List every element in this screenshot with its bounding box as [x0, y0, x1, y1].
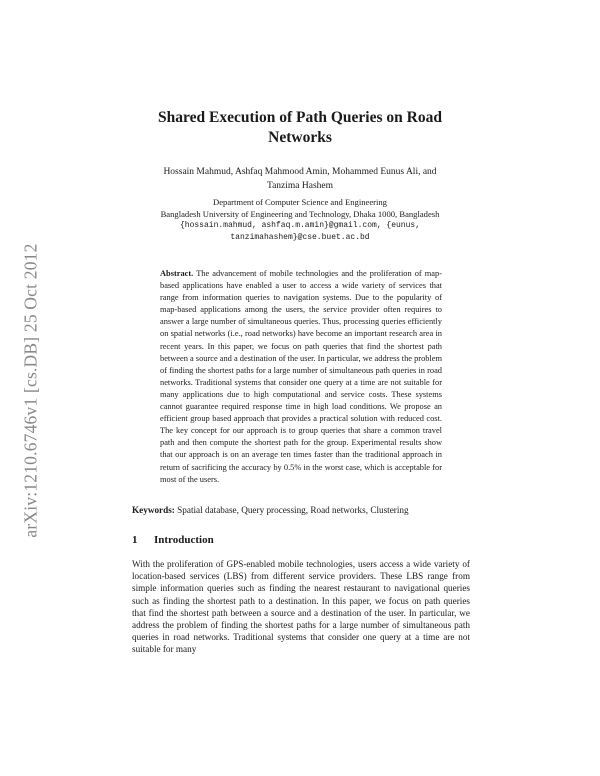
- authors-line: Tanzima Hashem: [266, 181, 334, 191]
- section-number: 1: [132, 534, 138, 546]
- arxiv-identifier: arXiv:1210.6746v1 [cs.DB] 25 Oct 2012: [20, 242, 41, 538]
- affiliation: [130, 196, 470, 244]
- abstract: [160, 268, 442, 486]
- keywords-label: Keywords:: [132, 505, 175, 515]
- authors-line: Hossain Mahmud, Ashfaq Mahmood Amin, Mohammed Eunus Ali, and: [163, 167, 437, 177]
- author-list: [130, 165, 470, 193]
- paper-title: [130, 108, 470, 148]
- department: Department of Computer Science and Engineering: [213, 197, 387, 207]
- university: Bangladesh University of Engineering and Technology, Dhaka 1000, Bangladesh: [160, 209, 440, 219]
- section-heading: [132, 534, 214, 546]
- title-line: Networks: [268, 129, 332, 146]
- title-line: Shared Execution of Path Queries on Road: [158, 109, 442, 126]
- keywords: [132, 504, 472, 517]
- introduction-paragraph: With the proliferation of GPS-enabled mobile technologies, users access a wide variety of location-based services (LBS) from different service providers. These LBS range from simple information queries such as finding the nearest restaurant to navigational queries such as finding the shortest path to a destination. In this paper, we focus on path queries that find the shortest path between a source and a destination of the user. In particular, we address the problem of finding the shortest paths for a large number of simultaneous path queries in road networks. Traditional systems that consider one query at a time are not suitable for many: [132, 559, 470, 655]
- keywords-text: Spatial database, Query processing, Road networks, Clustering: [177, 505, 409, 515]
- abstract-text: The advancement of mobile technologies and the proliferation of map-based applications have enabled a user to access a wide variety of services that range from information queries to navigation systems. Due to the popularity of map-based applications among the users, the service provider often requires to answer a large number of simultaneous queries. Thus, processing queries efficiently on spatial networks (i.e., road networks) have become an important research area in recent years. In this paper, we focus on path queries that find the shortest path between a source and a destination of the user. In particular, we address the problem of finding the shortest paths for a large number of simultaneous path queries in road networks. Traditional systems that consider one query at a time are not suitable for many applications due to high computational and service costs. These systems cannot guarantee required response time in high load conditions. We propose an efficient group based approach that provides a practical solution with reduced cost. The key concept for our approach is to group queries that share a common travel path and then compute the shortest path for the group. Experimental results show that our approach is on an average ten times faster than the traditional approach in return of sacrificing the accuracy by 0.5% in the worst case, which is acceptable for most of the users.: [160, 269, 442, 484]
- emails-line: {hossain.mahmud, ashfaq.m.amin}@gmail.com, {eunus,: [179, 221, 421, 230]
- emails-line: tanzimahashem}@cse.buet.ac.bd: [230, 233, 370, 242]
- arxiv-stamp: [20, 210, 42, 570]
- abstract-label: Abstract.: [160, 269, 194, 278]
- section-title: Introduction: [154, 534, 214, 546]
